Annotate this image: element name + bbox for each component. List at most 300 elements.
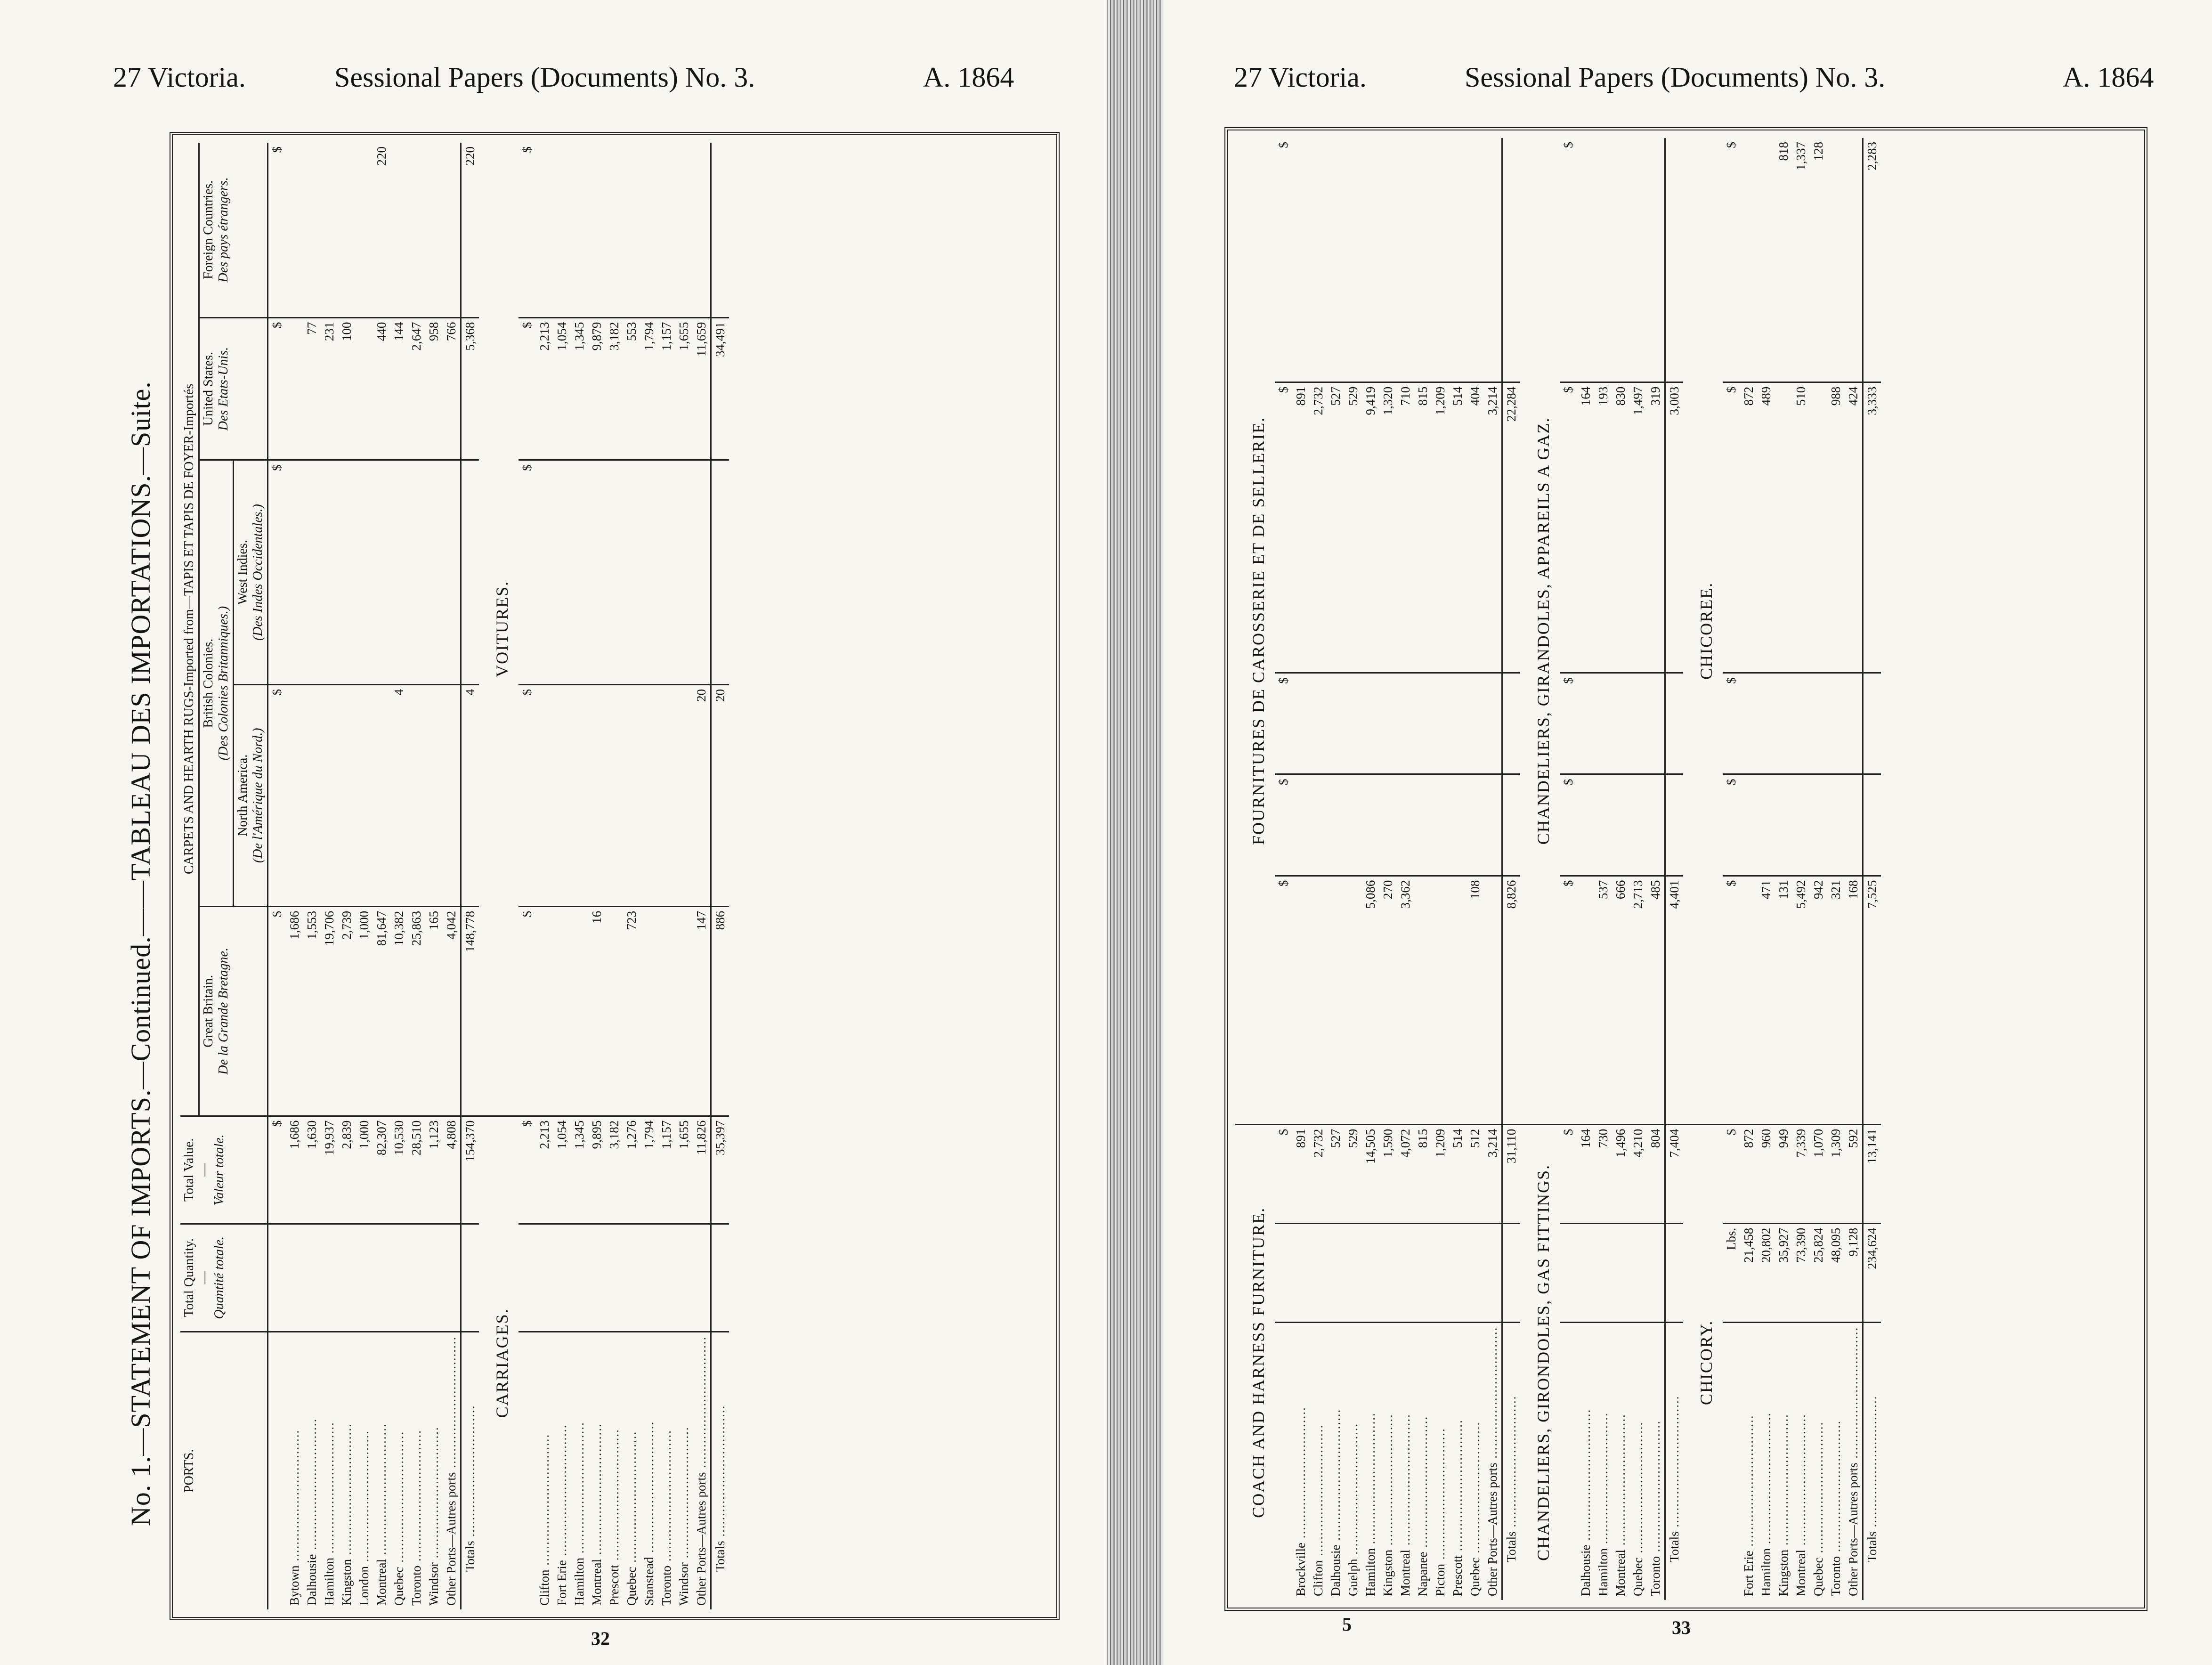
us-cell: 1,054 bbox=[553, 317, 571, 460]
gb-cell: 2,739 bbox=[338, 906, 356, 1116]
quantity-cell bbox=[571, 1224, 588, 1332]
gb-cell: 2,713 bbox=[1629, 876, 1647, 1124]
wi-cell bbox=[408, 460, 425, 684]
dollar-sign: $ bbox=[1560, 382, 1577, 673]
wi-cell bbox=[1740, 673, 1758, 774]
wi-cell bbox=[658, 460, 675, 684]
fc-cell bbox=[1310, 138, 1327, 382]
gb-cell bbox=[658, 906, 675, 1116]
gb-cell: 537 bbox=[1595, 876, 1612, 1124]
table-row bbox=[286, 143, 303, 1609]
na-cell bbox=[356, 684, 373, 906]
gb-cell: 5,492 bbox=[1792, 876, 1810, 1124]
us-cell: 319 bbox=[1647, 382, 1665, 673]
table-row bbox=[1740, 138, 1758, 1600]
quantity-cell bbox=[390, 1224, 408, 1332]
value-cell: 1,157 bbox=[658, 1116, 675, 1224]
right-table-body bbox=[1235, 138, 1881, 1600]
us-cell: 11,659 bbox=[693, 317, 711, 460]
statement-title: No. 1.—STATEMENT OF IMPORTS.—Continued.——TABLEAU DES IMPORTATIONS.—Suite. bbox=[125, 381, 156, 1526]
dollar-sign: $ bbox=[268, 317, 286, 460]
totals-quantity bbox=[1665, 1223, 1684, 1322]
us-cell: 404 bbox=[1467, 382, 1484, 673]
port-name: Montreal ..... bbox=[1612, 1322, 1629, 1600]
fc-cell bbox=[1467, 138, 1484, 382]
port-name: Bytown ..... bbox=[286, 1332, 303, 1609]
table-row bbox=[356, 143, 373, 1609]
na-cell bbox=[1467, 774, 1484, 876]
totals-value: 154,370 bbox=[461, 1116, 479, 1224]
wi-cell bbox=[1595, 673, 1612, 774]
fc-cell bbox=[1827, 138, 1845, 382]
us-cell: 489 bbox=[1758, 382, 1775, 673]
us-cell: 424 bbox=[1845, 382, 1863, 673]
na-cell bbox=[606, 684, 623, 906]
value-cell: 3,214 bbox=[1484, 1124, 1502, 1223]
us-cell: 1,497 bbox=[1629, 382, 1647, 673]
us-cell: 527 bbox=[1327, 382, 1345, 673]
table-row bbox=[1379, 138, 1397, 1600]
quantity-cell bbox=[675, 1224, 693, 1332]
united-states-header: United States. Des Etats-Unis. bbox=[199, 317, 268, 460]
chicory-totals-row bbox=[1863, 138, 1881, 1600]
port-name: Toronto ..... bbox=[1827, 1322, 1845, 1600]
port-name: Montreal ..... bbox=[373, 1332, 390, 1609]
quantity-cell bbox=[1379, 1223, 1397, 1322]
value-cell: 14,505 bbox=[1362, 1124, 1379, 1223]
port-name: Clifton ..... bbox=[1310, 1322, 1327, 1600]
table-row bbox=[408, 143, 425, 1609]
table-row bbox=[425, 143, 443, 1609]
us-cell: 1,345 bbox=[571, 317, 588, 460]
us-cell: 2,213 bbox=[536, 317, 553, 460]
totals-wi bbox=[461, 460, 479, 684]
gb-cell bbox=[1740, 876, 1758, 1124]
gb-cell: 1,553 bbox=[303, 906, 321, 1116]
table-row bbox=[1467, 138, 1484, 1600]
na-cell: 20 bbox=[693, 684, 711, 906]
quantity-cell bbox=[1362, 1223, 1379, 1322]
us-cell: 231 bbox=[321, 317, 338, 460]
totals-wi bbox=[1863, 673, 1881, 774]
carpets-totals-row bbox=[461, 143, 479, 1609]
port-name: Quebec ..... bbox=[1629, 1322, 1647, 1600]
us-cell: 830 bbox=[1612, 382, 1629, 673]
port-name: Toronto ..... bbox=[408, 1332, 425, 1609]
dollar-sign: $ bbox=[268, 143, 286, 317]
fc-cell: 1,337 bbox=[1792, 138, 1810, 382]
coach-harness-totals-row bbox=[1502, 138, 1521, 1600]
us-cell: 1,655 bbox=[675, 317, 693, 460]
table-row bbox=[536, 143, 553, 1609]
na-cell bbox=[1397, 774, 1414, 876]
table-row bbox=[675, 143, 693, 1609]
fc-cell: 220 bbox=[373, 143, 390, 317]
wi-cell bbox=[1845, 673, 1863, 774]
chicory-title: CHICORY. bbox=[1697, 1320, 1716, 1405]
value-cell: 512 bbox=[1467, 1124, 1484, 1223]
wi-cell bbox=[1362, 673, 1379, 774]
fc-cell bbox=[1612, 138, 1629, 382]
totals-us: 5,368 bbox=[461, 317, 479, 460]
session-label: 27 Victoria. bbox=[113, 62, 246, 93]
us-cell: 1,794 bbox=[640, 317, 658, 460]
value-cell: 949 bbox=[1775, 1124, 1792, 1223]
gb-cell: 723 bbox=[623, 906, 640, 1116]
value-cell: 1,054 bbox=[553, 1116, 571, 1224]
totals-na bbox=[1665, 774, 1684, 876]
port-name: London ..... bbox=[356, 1332, 373, 1609]
us-cell: 872 bbox=[1740, 382, 1758, 673]
wi-cell bbox=[1577, 673, 1595, 774]
fc-cell bbox=[303, 143, 321, 317]
dollar-sign: $ bbox=[1723, 673, 1740, 774]
table-row bbox=[1310, 138, 1327, 1600]
wi-cell bbox=[536, 460, 553, 684]
na-cell bbox=[1327, 774, 1345, 876]
port-name: Clifton ..... bbox=[536, 1332, 553, 1609]
dollar-sign: $ bbox=[519, 317, 536, 460]
value-cell: 1,276 bbox=[623, 1116, 640, 1224]
wi-cell bbox=[1379, 673, 1397, 774]
fc-cell bbox=[1397, 138, 1414, 382]
table-row bbox=[1577, 138, 1595, 1600]
value-cell: 1,590 bbox=[1379, 1124, 1397, 1223]
wi-cell bbox=[1810, 673, 1827, 774]
fc-cell bbox=[1414, 138, 1432, 382]
us-cell: 193 bbox=[1595, 382, 1612, 673]
imports-table-frame bbox=[170, 132, 1060, 1620]
carriages-unit bbox=[519, 1224, 536, 1332]
dollar-sign: $ bbox=[1275, 138, 1292, 382]
chicory-title-row bbox=[1683, 138, 1723, 1600]
coach-harness-title-row bbox=[1235, 138, 1275, 1600]
wi-cell bbox=[1327, 673, 1345, 774]
port-name: Napanee ..... bbox=[1414, 1322, 1432, 1600]
na-cell bbox=[1362, 774, 1379, 876]
wi-cell bbox=[606, 460, 623, 684]
dollar-sign: $ bbox=[1723, 876, 1740, 1124]
fc-cell bbox=[640, 143, 658, 317]
fc-cell bbox=[408, 143, 425, 317]
na-cell bbox=[338, 684, 356, 906]
fc-cell bbox=[1577, 138, 1595, 382]
value-cell: 11,826 bbox=[693, 1116, 711, 1224]
fc-cell bbox=[571, 143, 588, 317]
quantity-cell bbox=[303, 1224, 321, 1332]
na-cell bbox=[443, 684, 461, 906]
fc-cell bbox=[1595, 138, 1612, 382]
dollar-sign: $ bbox=[519, 906, 536, 1116]
us-cell: 766 bbox=[443, 317, 461, 460]
table-row bbox=[588, 143, 606, 1609]
value-cell: 891 bbox=[1292, 1124, 1310, 1223]
wi-cell bbox=[1612, 673, 1629, 774]
quantity-cell bbox=[408, 1224, 425, 1332]
na-cell bbox=[1810, 774, 1827, 876]
port-name: Montreal ..... bbox=[1397, 1322, 1414, 1600]
gb-cell bbox=[1577, 876, 1595, 1124]
us-cell: 3,182 bbox=[606, 317, 623, 460]
port-name: Quebec ..... bbox=[390, 1332, 408, 1609]
value-cell: 960 bbox=[1758, 1124, 1775, 1223]
value-cell: 28,510 bbox=[408, 1116, 425, 1224]
table-row bbox=[1595, 138, 1612, 1600]
totals-quantity bbox=[1502, 1223, 1521, 1322]
value-cell: 1,345 bbox=[571, 1116, 588, 1224]
value-cell: 19,937 bbox=[321, 1116, 338, 1224]
gb-cell bbox=[1449, 876, 1467, 1124]
na-cell bbox=[1292, 774, 1310, 876]
gb-cell bbox=[1310, 876, 1327, 1124]
carpets-carriages-table bbox=[180, 143, 729, 1609]
gb-cell: 471 bbox=[1758, 876, 1775, 1124]
na-cell bbox=[1379, 774, 1397, 876]
table-row bbox=[390, 143, 408, 1609]
coach-chandeliers-chicory-table bbox=[1235, 138, 1881, 1600]
fc-cell bbox=[553, 143, 571, 317]
totals-fc bbox=[1502, 138, 1521, 382]
totals-label: Totals ..... bbox=[1863, 1322, 1881, 1600]
signature-mark: 5 bbox=[1342, 1614, 1352, 1635]
carriages-title-fr: VOITURES. bbox=[479, 143, 519, 1116]
na-cell bbox=[1345, 774, 1362, 876]
wi-cell bbox=[1449, 673, 1467, 774]
quantity-cell bbox=[606, 1224, 623, 1332]
value-cell: 730 bbox=[1595, 1124, 1612, 1223]
fc-cell: 818 bbox=[1775, 138, 1792, 382]
quantity-cell: 20,802 bbox=[1758, 1223, 1775, 1322]
fc-cell bbox=[1362, 138, 1379, 382]
port-name: Picton ..... bbox=[1432, 1322, 1449, 1600]
totals-value: 13,141 bbox=[1863, 1124, 1881, 1223]
totals-quantity bbox=[461, 1224, 479, 1332]
us-cell bbox=[286, 317, 303, 460]
totals-label: Totals ..... bbox=[1665, 1322, 1684, 1600]
na-cell bbox=[1310, 774, 1327, 876]
gb-cell: 81,647 bbox=[373, 906, 390, 1116]
carriages-title-row bbox=[479, 143, 519, 1609]
gb-cell: 147 bbox=[693, 906, 711, 1116]
fc-cell bbox=[1345, 138, 1362, 382]
port-name: Dalhousie ..... bbox=[303, 1332, 321, 1609]
gb-cell bbox=[1484, 876, 1502, 1124]
table-row bbox=[606, 143, 623, 1609]
fc-cell: 128 bbox=[1810, 138, 1827, 382]
totals-gb: 8,826 bbox=[1502, 876, 1521, 1124]
value-cell: 1,000 bbox=[356, 1116, 373, 1224]
us-cell: 2,647 bbox=[408, 317, 425, 460]
dollar-sign: $ bbox=[268, 460, 286, 684]
table-row bbox=[658, 143, 675, 1609]
gb-cell: 1,686 bbox=[286, 906, 303, 1116]
totals-label: Totals ..... bbox=[711, 1332, 729, 1609]
value-cell: 514 bbox=[1449, 1124, 1467, 1223]
quantity-cell bbox=[1327, 1223, 1345, 1322]
gb-cell: 10,382 bbox=[390, 906, 408, 1116]
na-cell bbox=[1432, 774, 1449, 876]
wi-cell bbox=[1292, 673, 1310, 774]
wi-cell bbox=[623, 460, 640, 684]
dollar-sign: $ bbox=[519, 684, 536, 906]
sessional-papers-title: Sessional Papers (Documents) No. 3. bbox=[334, 62, 755, 93]
wi-cell bbox=[571, 460, 588, 684]
table-row bbox=[373, 143, 390, 1609]
na-cell bbox=[1758, 774, 1775, 876]
gb-cell bbox=[640, 906, 658, 1116]
quantity-cell: 9,128 bbox=[1845, 1223, 1863, 1322]
quantity-cell bbox=[1397, 1223, 1414, 1322]
port-name: Brockville ..... bbox=[1292, 1322, 1310, 1600]
totals-wi bbox=[1502, 673, 1521, 774]
port-name: Other Ports—Autres ports ..... bbox=[693, 1332, 711, 1609]
fc-cell bbox=[623, 143, 640, 317]
totals-na: 20 bbox=[711, 684, 729, 906]
wi-cell bbox=[553, 460, 571, 684]
port-name: Guelph ..... bbox=[1345, 1322, 1362, 1600]
quantity-cell bbox=[693, 1224, 711, 1332]
fc-cell bbox=[1647, 138, 1665, 382]
port-name: Toronto ..... bbox=[1647, 1322, 1665, 1600]
na-cell: 4 bbox=[390, 684, 408, 906]
port-name: Stanstead ..... bbox=[640, 1332, 658, 1609]
wi-cell bbox=[1758, 673, 1775, 774]
gb-cell: 165 bbox=[425, 906, 443, 1116]
value-cell: 2,839 bbox=[338, 1116, 356, 1224]
quantity-cell bbox=[338, 1224, 356, 1332]
quantity-cell bbox=[286, 1224, 303, 1332]
british-colonies-header: British Colonies. (Des Colonies Britanniques.) bbox=[199, 460, 234, 906]
value-cell: 3,182 bbox=[606, 1116, 623, 1224]
totals-gb: 148,778 bbox=[461, 906, 479, 1116]
value-cell: 164 bbox=[1577, 1124, 1595, 1223]
gb-cell bbox=[553, 906, 571, 1116]
dollar-sign: $ bbox=[268, 684, 286, 906]
na-cell bbox=[1827, 774, 1845, 876]
value-cell: 10,530 bbox=[390, 1116, 408, 1224]
na-cell bbox=[373, 684, 390, 906]
totals-wi bbox=[711, 460, 729, 684]
us-cell: 514 bbox=[1449, 382, 1467, 673]
left-table-body bbox=[268, 143, 729, 1609]
totals-us: 3,333 bbox=[1863, 382, 1881, 673]
wi-cell bbox=[1414, 673, 1432, 774]
totals-label: Totals ..... bbox=[1502, 1322, 1521, 1600]
value-cell: 1,123 bbox=[425, 1116, 443, 1224]
wi-cell bbox=[425, 460, 443, 684]
wi-cell bbox=[321, 460, 338, 684]
port-name: Fort Erie ..... bbox=[1740, 1322, 1758, 1600]
quantity-cell bbox=[1310, 1223, 1327, 1322]
table-row bbox=[1810, 138, 1827, 1600]
fc-cell bbox=[536, 143, 553, 317]
port-name: Montreal ..... bbox=[588, 1332, 606, 1609]
us-cell: 988 bbox=[1827, 382, 1845, 673]
value-cell: 1,309 bbox=[1827, 1124, 1845, 1223]
na-cell bbox=[536, 684, 553, 906]
totals-fc bbox=[1665, 138, 1684, 382]
value-cell: 1,209 bbox=[1432, 1124, 1449, 1223]
us-cell: 100 bbox=[338, 317, 356, 460]
port-name: Hamilton ..... bbox=[1758, 1322, 1775, 1600]
dollar-sign: $ bbox=[1275, 1124, 1292, 1223]
carriages-currency-row bbox=[519, 143, 536, 1609]
quantity-cell bbox=[658, 1224, 675, 1332]
totals-na bbox=[1502, 774, 1521, 876]
quantity-cell bbox=[321, 1224, 338, 1332]
gb-cell bbox=[571, 906, 588, 1116]
totals-us: 3,003 bbox=[1665, 382, 1684, 673]
na-cell bbox=[675, 684, 693, 906]
na-cell bbox=[1449, 774, 1467, 876]
na-cell bbox=[623, 684, 640, 906]
quantity-cell bbox=[356, 1224, 373, 1332]
na-cell bbox=[658, 684, 675, 906]
wi-cell bbox=[1467, 673, 1484, 774]
na-cell bbox=[1484, 774, 1502, 876]
coach-harness-unit bbox=[1275, 1223, 1292, 1322]
quantity-cell bbox=[1345, 1223, 1362, 1322]
wi-cell bbox=[390, 460, 408, 684]
na-cell bbox=[1595, 774, 1612, 876]
quantity-cell bbox=[1432, 1223, 1449, 1322]
fc-cell bbox=[675, 143, 693, 317]
gb-cell: 321 bbox=[1827, 876, 1845, 1124]
totals-quantity: 234,624 bbox=[1863, 1223, 1881, 1322]
totals-gb: 7,525 bbox=[1863, 876, 1881, 1124]
dollar-sign: $ bbox=[519, 143, 536, 317]
dollar-sign: $ bbox=[1723, 138, 1740, 382]
total-quantity-header: Total Quantity. — Quantité totale. bbox=[180, 1224, 268, 1332]
us-cell bbox=[356, 317, 373, 460]
table-row bbox=[1612, 138, 1629, 1600]
dollar-sign: $ bbox=[1560, 774, 1577, 876]
gb-cell: 666 bbox=[1612, 876, 1629, 1124]
value-cell: 4,072 bbox=[1397, 1124, 1414, 1223]
dollar-sign: $ bbox=[1275, 673, 1292, 774]
na-cell bbox=[1792, 774, 1810, 876]
great-britain-header: Great Britain. De la Grande Bretagne. bbox=[199, 906, 268, 1116]
wi-cell bbox=[373, 460, 390, 684]
fc-cell bbox=[588, 143, 606, 317]
port-name: Other Ports—Autres ports ..... bbox=[1845, 1322, 1863, 1600]
port-name: Hamilton ..... bbox=[1362, 1322, 1379, 1600]
table-row bbox=[571, 143, 588, 1609]
na-cell bbox=[1629, 774, 1647, 876]
fc-cell bbox=[1327, 138, 1345, 382]
dollar-sign: $ bbox=[1723, 774, 1740, 876]
quantity-cell bbox=[373, 1224, 390, 1332]
quantity-cell: 21,458 bbox=[1740, 1223, 1758, 1322]
dollar-sign: $ bbox=[1275, 774, 1292, 876]
gb-cell: 5,086 bbox=[1362, 876, 1379, 1124]
table-row bbox=[1758, 138, 1775, 1600]
dollar-sign: $ bbox=[519, 460, 536, 684]
na-cell bbox=[303, 684, 321, 906]
na-cell bbox=[286, 684, 303, 906]
us-cell bbox=[1810, 382, 1827, 673]
totals-us: 34,491 bbox=[711, 317, 729, 460]
wi-cell bbox=[640, 460, 658, 684]
quantity-cell: 73,390 bbox=[1792, 1223, 1810, 1322]
fc-cell bbox=[1740, 138, 1758, 382]
totals-na: 4 bbox=[461, 684, 479, 906]
port-name: Toronto ..... bbox=[658, 1332, 675, 1609]
us-cell: 1,320 bbox=[1379, 382, 1397, 673]
fc-cell bbox=[425, 143, 443, 317]
dollar-sign: $ bbox=[1560, 1124, 1577, 1223]
port-name: Kingston ..... bbox=[1379, 1322, 1397, 1600]
